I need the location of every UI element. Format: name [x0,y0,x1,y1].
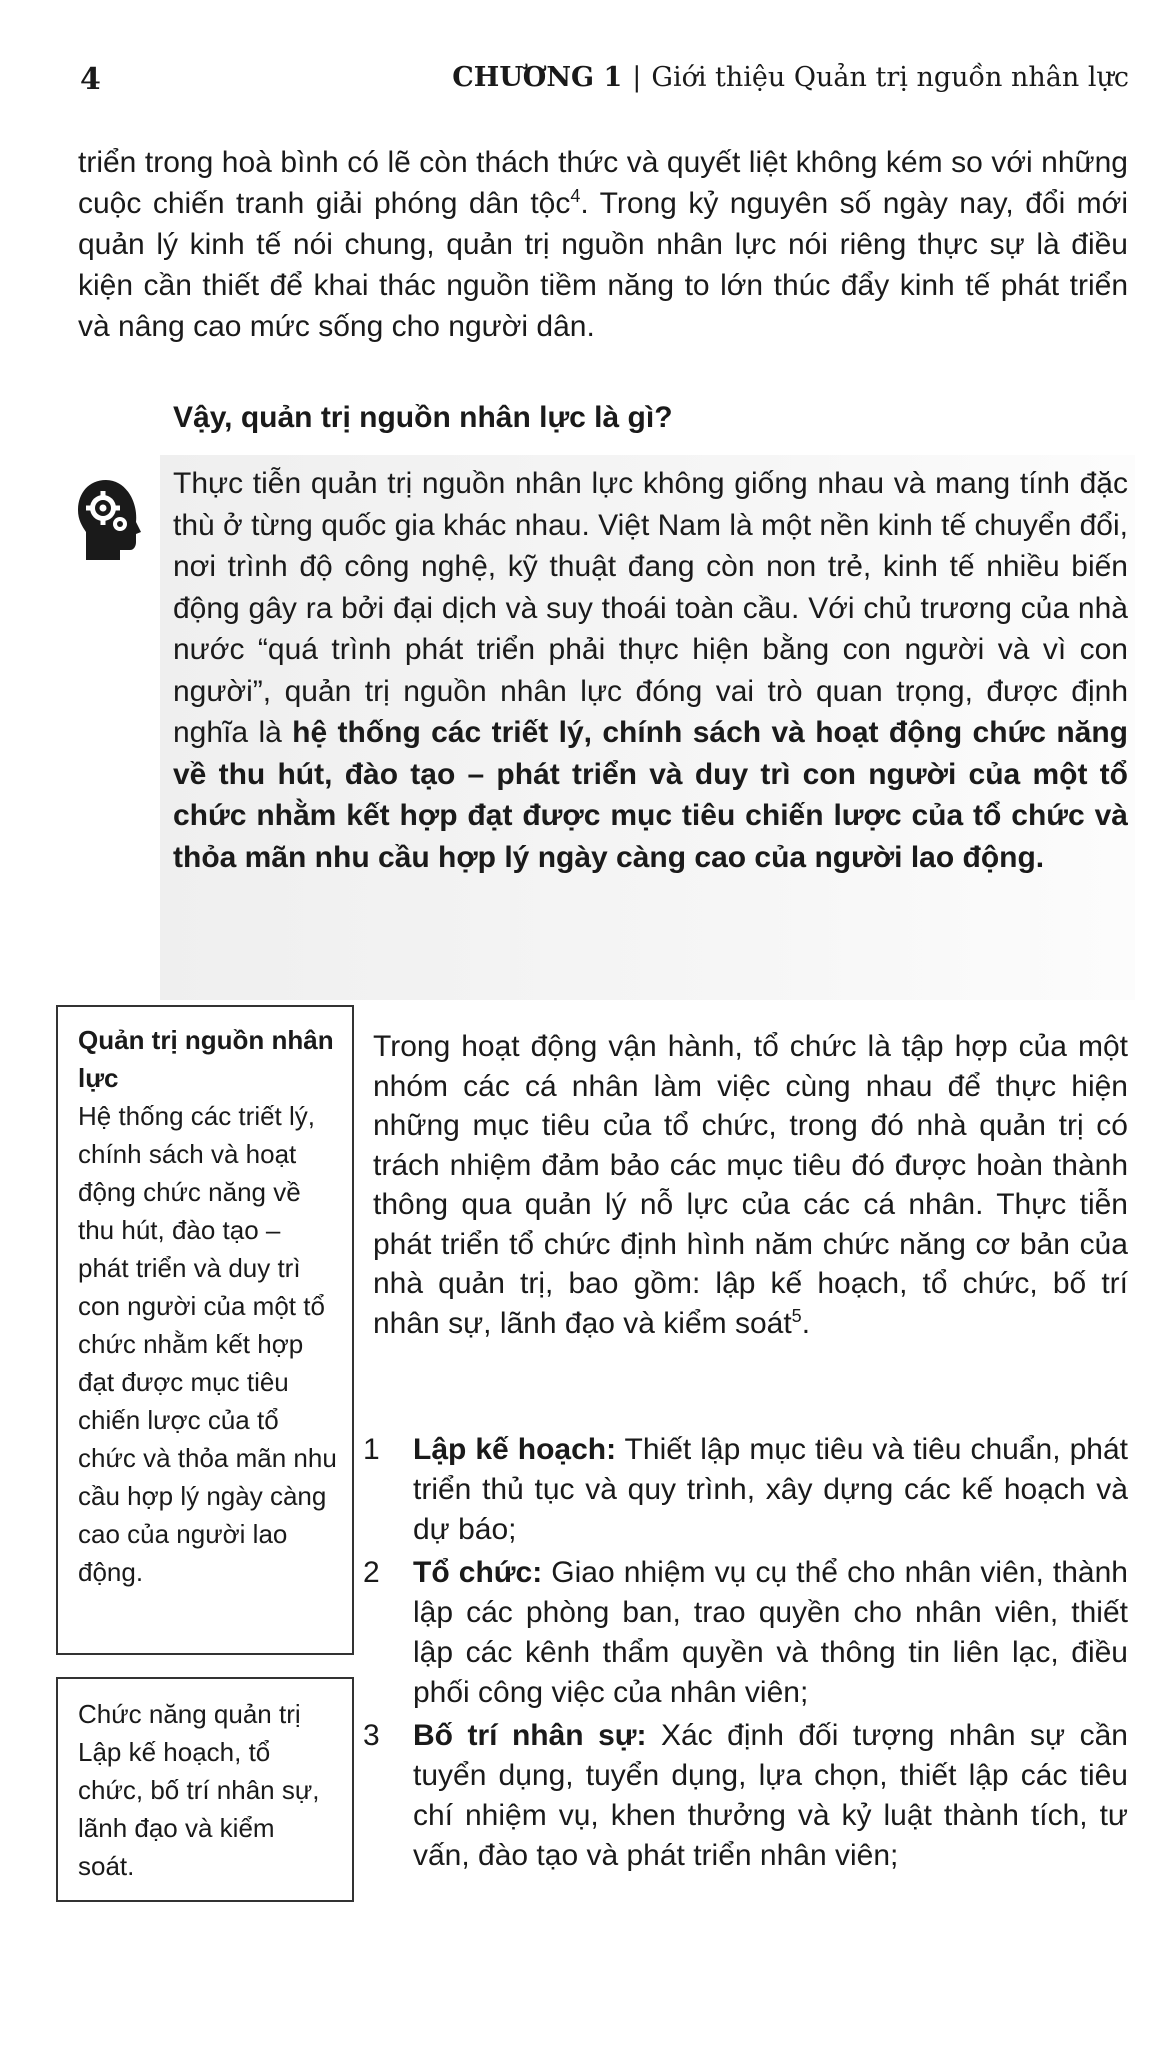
header-separator: | [632,62,642,93]
list-item [363,1553,1128,1713]
list-number: 2 [363,1556,380,1589]
chapter-title: Giới thiệu Quản trị nguồn nhân lực [651,62,1129,93]
running-header [80,62,1129,110]
page-number: 4 [80,62,101,97]
margin-note-hrm [56,1005,354,1655]
definition-paragraph [173,463,1128,878]
definition-bold: hệ thống các triết lý, chính sách và hoạt động chức năng về thu hút, đào tạo – phát triển và duy trì con người của một tổ chức nhằm kết hợp đạt được mục tiêu chiến lược của tổ chức và thỏa mãn nhu cầu hợp lý ngày càng cao của người lao động. [173,716,1129,874]
intro-text: triển trong hoà bình có lẽ còn thách thức và quyết liệt không kém so với những cuộc chiến tranh giải phóng dân tộc [78,146,1128,220]
footnote-ref: 4 [570,186,581,206]
intro-text-after: . Trong kỷ nguyên số ngày nay, đổi mới quản lý kinh tế nói chung, quản trị nguồn nhân lực nói riêng thực sự là điều kiện cần thiết để khai thác nguồn tiềm năng to lớn thúc đẩy kinh tế phát triển và nâng cao mức sống cho người dân. [78,187,1129,343]
running-head-title [452,62,1129,93]
margin-note-body: Hệ thống các triết lý, chính sách và hoạt động chức năng về thu hút, đào tạo – phát triển và duy trì con người của một tổ chức nhằm kết hợp đạt được mục tiêu chiến lược của tổ chức và thỏa mãn nhu cầu hợp lý ngày càng cao của người lao động. [78,1101,337,1587]
functions-list [363,1430,1128,1876]
list-item-title: Bố trí nhân sự: [413,1719,647,1752]
footnote-ref: 5 [791,1305,802,1326]
head-gears-icon [76,478,142,562]
list-item-desc: Xác định đối tượng nhân sự cần tuyển dụng, tuyển dụng, lựa chọn, thiết lập các tiêu chí nhiệm vụ, khen thưởng và kỷ luật thành tích, tư vấn, đào tạo và phát triển nhân viên; [413,1719,1128,1872]
list-item-title: Tổ chức: [413,1556,543,1589]
list-item [363,1430,1128,1550]
question-heading: Vậy, quản trị nguồn nhân lực là gì? [173,401,673,434]
intro-paragraph [78,142,1128,347]
list-number: 3 [363,1719,380,1752]
definition-text: Thực tiễn quản trị nguồn nhân lực không giống nhau và mang tính đặc thù ở từng quốc gia khác nhau. Việt Nam là một nền kinh tế chuyển đổi, nơi trình độ công nghệ, kỹ thuật đang còn non trẻ, kinh tế nhiều biến động gây ra bởi đại dịch và suy thoái toàn cầu. Với chủ trương của nhà nước “quá trình phát triển phải thực hiện bằng con người và vì con người”, quản trị nguồn nhân lực đóng vai trò quan trọng, được định nghĩa là [173,467,1128,749]
margin-note-functions [56,1677,354,1902]
list-item-desc: Thiết lập mục tiêu và tiêu chuẩn, phát triển thủ tục và quy trình, xây dựng các kế hoạch và dự báo; [413,1433,1128,1546]
list-item-title: Lập kế hoạch: [413,1433,617,1466]
margin-note-title: Quản trị nguồn nhân lực [78,1025,334,1093]
list-item-desc: Giao nhiệm vụ cụ thể cho nhân viên, thành lập các phòng ban, trao quyền cho nhân viên, thiết lập các kênh thẩm quyền và thông tin liên lạc, điều phối công việc của nhân viên; [413,1556,1128,1709]
operations-paragraph [373,1027,1128,1343]
list-number: 1 [363,1433,380,1466]
margin-note-body: Chức năng quản trị Lập kế hoạch, tổ chức, bố trí nhân sự, lãnh đạo và kiểm soát. [78,1699,320,1881]
list-item [363,1716,1128,1876]
chapter-label: CHƯƠNG 1 [452,62,623,93]
operations-text-after: . [801,1306,811,1340]
operations-text: Trong hoạt động vận hành, tổ chức là tập hợp của một nhóm các cá nhân làm việc cùng nhau để thực hiện những mục tiêu của tổ chức, trong đó nhà quản trị có trách nhiệm đảm bảo các mục tiêu đó được hoàn thành thông qua quản lý nỗ lực của các cá nhân. Thực tiễn phát triển tổ chức định hình năm chức năng cơ bản của nhà quản trị, bao gồm: lập kế hoạch, tổ chức, bố trí nhân sự, lãnh đạo và kiểm soát [373,1030,1128,1340]
